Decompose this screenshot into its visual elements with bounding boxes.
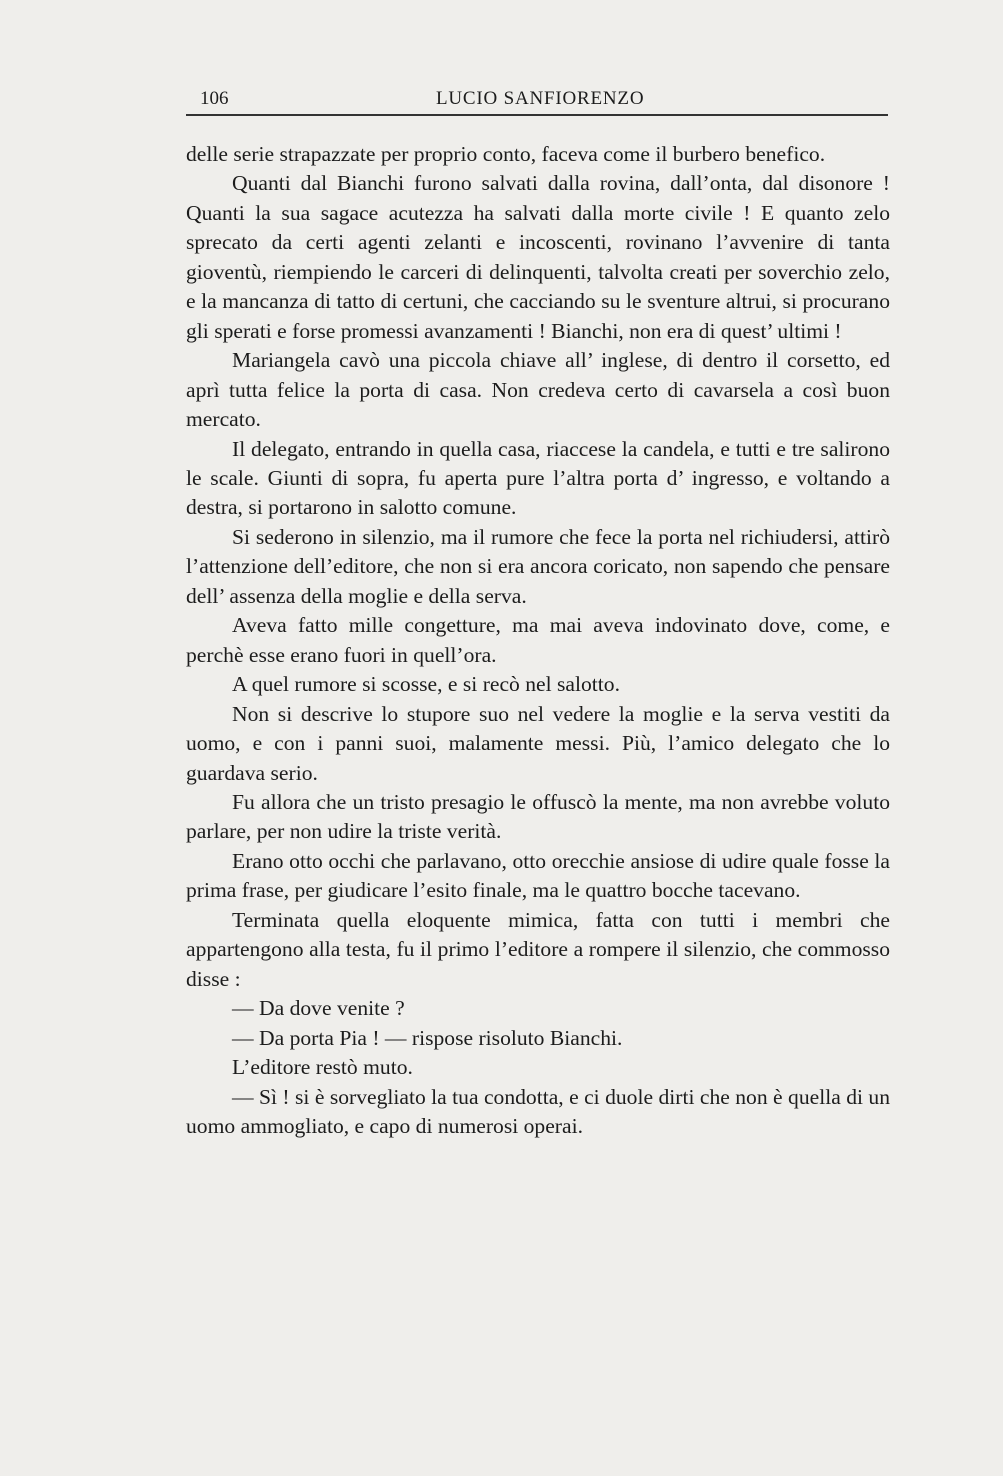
paragraph: Terminata quella eloquente mimica, fatta con tutti i membri che appartengono alla testa, fu il primo l’editore a rompere il silenzio, che commosso disse : [186,907,890,991]
paragraph: Non si descrive lo stupore suo nel vedere la moglie e la serva vestiti da uomo, e con i panni suoi, malamente messi. Più, l’amico delegato che lo guardava serio. [186,701,890,785]
paragraph: delle serie strapazzate per proprio conto, faceva come il burbero benefico. [186,142,826,166]
paragraph: Si sederono in silenzio, ma il rumore che fece la porta nel richiudersi, attirò l’attenzione dell’editore, che non si era ancora coricato, non sapendo che pensare dell’ assenza della moglie e della serva. [186,524,890,608]
page-number: 106 [200,88,229,109]
paragraph: Fu allora che un tristo presagio le offuscò la mente, ma non avrebbe voluto parlare, per non udire la triste verità. [186,789,890,844]
paragraph: Aveva fatto mille congetture, ma mai aveva indovinato dove, come, e perchè esse erano fuori in quell’ora. [186,613,890,667]
body-text [186,140,890,1141]
paragraph: L’editore restò muto. [232,1055,413,1080]
paragraph: Quanti dal Bianchi furono salvati dalla rovina, dall’onta, dal disonore ! Quanti la sua sagace acutezza ha salvati dalla morte civile ! E quanto zelo sprecato da certi agenti zelanti e incoscenti, rovinano l’avvenire di tanta gioventù, riempiendo le carceri di delinquenti, talvolta creati per soverchio zelo, e la mancanza di tatto di certuni, che cacciando su le sventure altrui, si procurano gli sperati e forse promessi avanzamenti ! Bianchi, non era di quest’ ultimi ! [186,171,890,343]
running-head: LUCIO SANFIORENZO [436,88,645,109]
dialogue-line: — Da porta Pia ! — rispose risoluto Bianchi. [232,1025,623,1050]
paragraph: Mariangela cavò una piccola chiave all’ inglese, di dentro il corsetto, ed aprì tutta felice la porta di casa. Non credeva certo di cavarsela a così buon mercato. [186,348,890,432]
paragraph: A quel rumore si scosse, e si recò nel salotto. [232,672,621,697]
dialogue-line: — Da dove venite ? [232,996,405,1021]
paragraph: Il delegato, entrando in quella casa, riaccese la candela, e tutti e tre salirono le scale. Giunti di sopra, fu aperta pure l’altra porta d’ ingresso, e voltando a destra, si portarono in salotto comune. [186,436,890,520]
dialogue-line: — Sì ! si è sorvegliato la tua condotta, e ci duole dirti che non è quella di un uomo ammogliato, e capo di numerosi operai. [186,1084,890,1138]
paragraph: Erano otto occhi che parlavano, otto orecchie ansiose di udire quale fosse la prima frase, per giudicare l’esito finale, ma le quattro bocche tacevano. [186,848,890,903]
page-header [186,88,888,116]
